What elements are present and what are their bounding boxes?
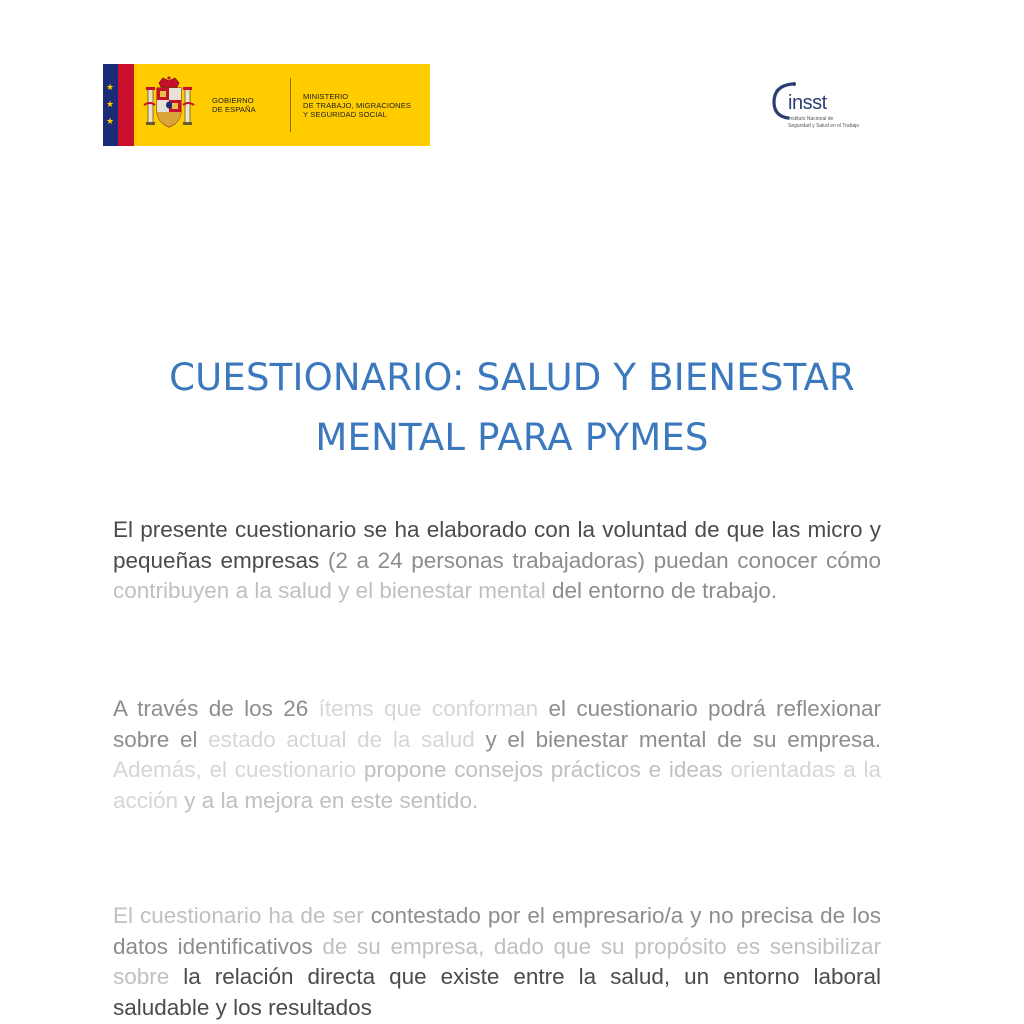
spain-flag-strip (103, 64, 134, 146)
p2-segment-g: propone consejos prácticos e ideas (356, 757, 723, 782)
p1-segment-a: El presente cuestionario se ha elaborado con la voluntad de que las micro y pequeñas empresas (113, 517, 881, 573)
intro-paragraph-1 (113, 515, 881, 607)
insst-sub-line-1: Instituto Nacional de (788, 116, 834, 122)
p2-segment-e: y el bienestar mental de su empresa. (474, 726, 882, 752)
p2-segment-i: y a la mejora en este sentido. (178, 787, 479, 813)
star-icon: ★ (106, 83, 115, 93)
coat-of-arms-icon (134, 64, 204, 146)
p2-segment-h: orientadas a la acción (113, 757, 881, 813)
p3-segment-a: El cuestionario ha de ser (113, 903, 364, 928)
ministry-line-3: Y SEGURIDAD SOCIAL (303, 109, 387, 119)
p2-segment-f: Además, el cuestionario (113, 757, 357, 782)
p2-segment-d: estado actual de la salud (197, 726, 475, 752)
insst-sub-line-2: Seguridad y Salud en el Trabajo (788, 123, 860, 129)
p3-segment-c: de su empresa, dado que su propósito es sensibilizar sobre (113, 933, 881, 989)
p2-segment-b: ítems que conforman (308, 696, 539, 721)
gobierno-text (204, 78, 291, 132)
document-title (60, 348, 964, 468)
p3-segment-b: contestado por el empresario/a y no precisa de los datos identificativos (113, 903, 881, 959)
p1-segment-b: (2 a 24 personas trabajadoras) puedan conocer cómo (319, 547, 881, 573)
star-icon: ★ (106, 100, 115, 110)
insst-wordmark: insst (788, 92, 827, 114)
ministry-line-1: MINISTERIO (303, 91, 349, 101)
gobierno-espana-logo (103, 64, 430, 146)
p2-segment-a: A través de los 26 (113, 696, 309, 721)
insst-subtitle (788, 116, 898, 130)
ministry-line-2: DE TRABAJO, MIGRACIONES (303, 100, 412, 110)
insst-logo (770, 78, 895, 138)
intro-paragraph-2 (113, 694, 881, 816)
title-line-1: CUESTIONARIO: SALUD Y BIENESTAR (169, 356, 855, 399)
gov-line-1: GOBIERNO (212, 96, 254, 105)
p1-segment-c: contribuyen a la salud y el bienestar mental (113, 578, 546, 603)
intro-paragraph-3 (113, 901, 881, 1023)
star-icon: ★ (106, 117, 115, 127)
title-line-2: MENTAL PARA PYMES (315, 416, 709, 459)
eu-stars-band (103, 64, 118, 146)
p2-segment-c: el cuestionario podrá reflexionar sobre el (113, 696, 882, 752)
p3-segment-d: la relación directa que existe entre la salud, un entorno laboral saludable y los resultados (113, 964, 881, 1020)
gov-line-2: DE ESPAÑA (212, 105, 256, 114)
ministerio-text (291, 64, 430, 146)
p1-segment-d: del entorno de trabajo. (545, 578, 778, 603)
flag-red-band (118, 64, 134, 146)
